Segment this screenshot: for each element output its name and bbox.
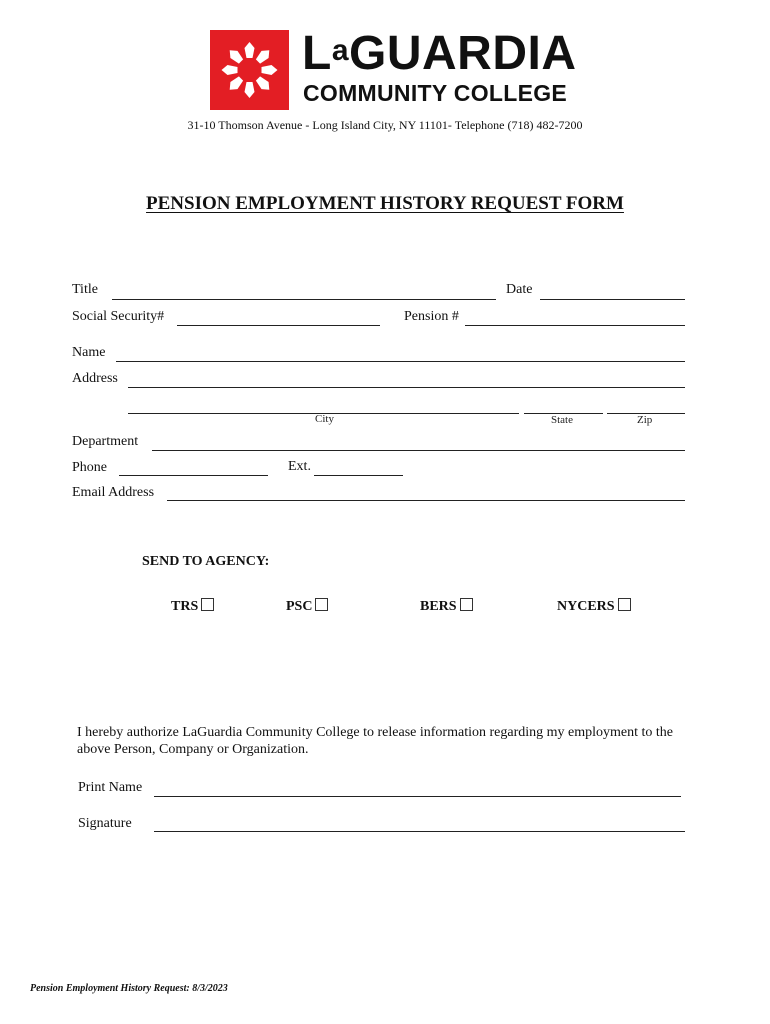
- department-field[interactable]: [152, 450, 685, 451]
- footer-text: Pension Employment History Request: 8/3/2023: [30, 983, 228, 994]
- address-label: Address: [72, 371, 118, 386]
- name-label: Name: [72, 345, 106, 360]
- authorization-text: I hereby authorize LaGuardia Community College to release information regarding my employment to the above Person, Company or Organization.: [77, 725, 673, 757]
- state-caption: State: [551, 414, 573, 426]
- phone-field[interactable]: [119, 475, 268, 476]
- department-label: Department: [72, 434, 139, 449]
- pension-label: Pension #: [404, 309, 459, 324]
- title-label: Title: [72, 282, 98, 297]
- title-field[interactable]: [112, 299, 496, 300]
- print-name-field[interactable]: [154, 796, 681, 797]
- ext-field[interactable]: [314, 475, 403, 476]
- pension-field[interactable]: [465, 325, 685, 326]
- trs-checkbox[interactable]: [201, 598, 214, 611]
- agency-option-trs[interactable]: TRS: [171, 598, 214, 615]
- ext-label: Ext.: [288, 459, 311, 474]
- college-address: 31-10 Thomson Avenue - Long Island City, NY 11101- Telephone (718) 482-7200: [187, 118, 583, 132]
- bers-checkbox[interactable]: [460, 598, 473, 611]
- college-logo-mark: [210, 30, 289, 110]
- sunburst-icon: [210, 30, 289, 110]
- logo-subtitle: COMMUNITY COLLEGE: [303, 80, 568, 106]
- agency-option-bers[interactable]: BERS: [420, 598, 473, 615]
- date-label: Date: [506, 282, 533, 297]
- form-title: PENSION EMPLOYMENT HISTORY REQUEST FORM: [146, 193, 624, 214]
- agency-heading: SEND TO AGENCY:: [142, 554, 270, 569]
- email-field[interactable]: [167, 500, 685, 501]
- date-field[interactable]: [540, 299, 685, 300]
- city-caption: City: [315, 413, 334, 425]
- signature-label: Signature: [78, 816, 132, 831]
- agency-option-psc[interactable]: PSC: [286, 598, 328, 615]
- phone-label: Phone: [72, 460, 107, 475]
- ssn-label: Social Security#: [72, 309, 165, 324]
- print-name-label: Print Name: [78, 780, 143, 795]
- logo-wordmark: $L^aGUARDIA$: [302, 27, 577, 80]
- zip-caption: Zip: [637, 414, 653, 426]
- psc-checkbox[interactable]: [315, 598, 328, 611]
- ssn-field[interactable]: [177, 325, 380, 326]
- name-field[interactable]: [116, 361, 685, 362]
- agency-option-nycers[interactable]: NYCERS: [557, 598, 631, 615]
- email-label: Email Address: [72, 485, 155, 500]
- signature-field[interactable]: [154, 831, 685, 832]
- nycers-checkbox[interactable]: [618, 598, 631, 611]
- address-field[interactable]: [128, 387, 685, 388]
